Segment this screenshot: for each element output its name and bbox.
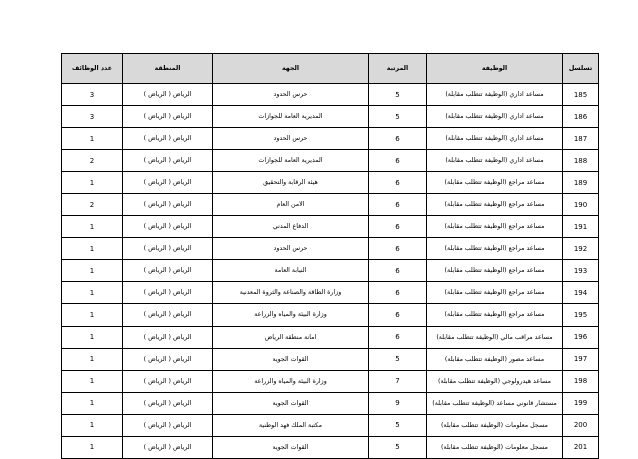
table-row — [62, 238, 599, 260]
cell-serial: 188 — [563, 150, 599, 172]
header-row — [62, 54, 599, 84]
cell-count: 1 — [62, 216, 123, 238]
cell-job: مساعد اداري (الوظيفة تتطلب مقابلة) — [427, 84, 563, 106]
cell-count: 1 — [62, 128, 123, 150]
cell-job: مساعد هيدرولوجي (الوظيفة تتطلب مقابلة) — [427, 370, 563, 392]
cell-region: الرياض ( الرياض ) — [123, 238, 213, 260]
cell-region: الرياض ( الرياض ) — [123, 150, 213, 172]
cell-count: 1 — [62, 172, 123, 194]
cell-count: 1 — [62, 260, 123, 282]
cell-entity: حرس الحدود — [213, 238, 369, 260]
table-row — [62, 194, 599, 216]
cell-entity: حرس الحدود — [213, 84, 369, 106]
cell-serial: 198 — [563, 370, 599, 392]
cell-rank: 6 — [369, 238, 427, 260]
cell-rank: 6 — [369, 326, 427, 348]
cell-rank: 5 — [369, 436, 427, 458]
header-rank: المرتبة — [369, 54, 427, 84]
cell-job: مساعد مراجع (الوظيفة تتطلب مقابلة) — [427, 194, 563, 216]
cell-job: مساعد مراجع (الوظيفة تتطلب مقابلة) — [427, 238, 563, 260]
table-row — [62, 216, 599, 238]
table-row — [62, 414, 599, 436]
cell-rank: 6 — [369, 260, 427, 282]
cell-entity: حرس الحدود — [213, 128, 369, 150]
cell-rank: 7 — [369, 370, 427, 392]
cell-job: مساعد مراجع (الوظيفة تتطلب مقابلة) — [427, 216, 563, 238]
cell-entity: مكتبة الملك فهد الوطنية — [213, 414, 369, 436]
cell-region: الرياض ( الرياض ) — [123, 348, 213, 370]
cell-entity: المديرية العامة للجوازات — [213, 106, 369, 128]
table-row — [62, 172, 599, 194]
table-row — [62, 436, 599, 458]
table-row — [62, 282, 599, 304]
cell-region: الرياض ( الرياض ) — [123, 282, 213, 304]
cell-job: مسجل معلومات (الوظيفة تتطلب مقابلة) — [427, 436, 563, 458]
cell-entity: هيئة الرقابة والتحقيق — [213, 172, 369, 194]
table-row — [62, 370, 599, 392]
cell-region: الرياض ( الرياض ) — [123, 436, 213, 458]
cell-region: الرياض ( الرياض ) — [123, 414, 213, 436]
header-count: عدد الوظائف — [62, 54, 123, 84]
table-row — [62, 106, 599, 128]
header-serial: تسلسل — [563, 54, 599, 84]
cell-count: 1 — [62, 304, 123, 326]
cell-job: مستشار قانوني مساعد (الوظيفة تتطلب مقابلة) — [427, 392, 563, 414]
cell-entity: القوات الجوية — [213, 392, 369, 414]
jobs-table — [61, 53, 599, 459]
cell-serial: 195 — [563, 304, 599, 326]
cell-region: الرياض ( الرياض ) — [123, 260, 213, 282]
cell-entity: وزارة البيئة والمياه والزراعة — [213, 370, 369, 392]
cell-entity: وزارة الطاقة والصناعة والثروة المعدنية — [213, 282, 369, 304]
cell-job: مساعد مصور (الوظيفة تتطلب مقابلة) — [427, 348, 563, 370]
table-row — [62, 150, 599, 172]
cell-serial: 187 — [563, 128, 599, 150]
table-row — [62, 326, 599, 348]
cell-job: مساعد مراجع (الوظيفة تتطلب مقابلة) — [427, 304, 563, 326]
cell-region: الرياض ( الرياض ) — [123, 194, 213, 216]
cell-count: 1 — [62, 238, 123, 260]
cell-job: مساعد مراقب مالي (الوظيفة تتطلب مقابلة) — [427, 326, 563, 348]
cell-serial: 193 — [563, 260, 599, 282]
cell-serial: 201 — [563, 436, 599, 458]
cell-job: مساعد مراجع (الوظيفة تتطلب مقابلة) — [427, 260, 563, 282]
cell-entity: امانة منطقة الرياض — [213, 326, 369, 348]
cell-count: 1 — [62, 282, 123, 304]
cell-entity: القوات الجوية — [213, 348, 369, 370]
cell-serial: 189 — [563, 172, 599, 194]
cell-entity: القوات الجوية — [213, 436, 369, 458]
table-body — [62, 84, 599, 459]
cell-entity: الدفاع المدني — [213, 216, 369, 238]
cell-count: 1 — [62, 414, 123, 436]
cell-job: مساعد مراجع (الوظيفة تتطلب مقابلة) — [427, 172, 563, 194]
cell-serial: 199 — [563, 392, 599, 414]
cell-count: 1 — [62, 370, 123, 392]
cell-region: الرياض ( الرياض ) — [123, 216, 213, 238]
cell-serial: 192 — [563, 238, 599, 260]
cell-region: الرياض ( الرياض ) — [123, 172, 213, 194]
cell-serial: 196 — [563, 326, 599, 348]
cell-region: الرياض ( الرياض ) — [123, 128, 213, 150]
cell-entity: وزارة البيئة والمياه والزراعة — [213, 304, 369, 326]
cell-count: 2 — [62, 194, 123, 216]
cell-rank: 6 — [369, 282, 427, 304]
cell-region: الرياض ( الرياض ) — [123, 370, 213, 392]
cell-rank: 6 — [369, 304, 427, 326]
table-row — [62, 128, 599, 150]
cell-entity: النيابة العامة — [213, 260, 369, 282]
cell-region: الرياض ( الرياض ) — [123, 304, 213, 326]
cell-serial: 190 — [563, 194, 599, 216]
cell-job: مساعد مراجع (الوظيفة تتطلب مقابلة) — [427, 282, 563, 304]
cell-serial: 197 — [563, 348, 599, 370]
cell-job: مساعد اداري (الوظيفة تتطلب مقابلة) — [427, 128, 563, 150]
cell-count: 1 — [62, 348, 123, 370]
table-row — [62, 348, 599, 370]
cell-rank: 6 — [369, 172, 427, 194]
cell-count: 1 — [62, 436, 123, 458]
table-row — [62, 392, 599, 414]
jobs-sheet — [61, 53, 598, 459]
cell-serial: 185 — [563, 84, 599, 106]
cell-count: 1 — [62, 392, 123, 414]
table-row — [62, 84, 599, 106]
cell-region: الرياض ( الرياض ) — [123, 106, 213, 128]
cell-rank: 6 — [369, 128, 427, 150]
cell-count: 3 — [62, 106, 123, 128]
cell-rank: 5 — [369, 106, 427, 128]
cell-count: 2 — [62, 150, 123, 172]
cell-rank: 6 — [369, 194, 427, 216]
header-entity: الجهة — [213, 54, 369, 84]
cell-job: مساعد اداري (الوظيفة تتطلب مقابلة) — [427, 106, 563, 128]
cell-serial: 186 — [563, 106, 599, 128]
header-region: المنطقة — [123, 54, 213, 84]
cell-rank: 5 — [369, 84, 427, 106]
cell-rank: 9 — [369, 392, 427, 414]
table-row — [62, 304, 599, 326]
cell-serial: 191 — [563, 216, 599, 238]
cell-serial: 200 — [563, 414, 599, 436]
cell-region: الرياض ( الرياض ) — [123, 392, 213, 414]
cell-region: الرياض ( الرياض ) — [123, 84, 213, 106]
cell-serial: 194 — [563, 282, 599, 304]
cell-job: مساعد اداري (الوظيفة تتطلب مقابلة) — [427, 150, 563, 172]
cell-entity: الامن العام — [213, 194, 369, 216]
table-row — [62, 260, 599, 282]
cell-region: الرياض ( الرياض ) — [123, 326, 213, 348]
cell-entity: المديرية العامة للجوازات — [213, 150, 369, 172]
cell-rank: 5 — [369, 348, 427, 370]
cell-rank: 5 — [369, 414, 427, 436]
cell-count: 1 — [62, 326, 123, 348]
header-job: الوظيفة — [427, 54, 563, 84]
cell-job: مسجل معلومات (الوظيفة تتطلب مقابلة) — [427, 414, 563, 436]
cell-count: 3 — [62, 84, 123, 106]
cell-rank: 6 — [369, 216, 427, 238]
cell-rank: 6 — [369, 150, 427, 172]
